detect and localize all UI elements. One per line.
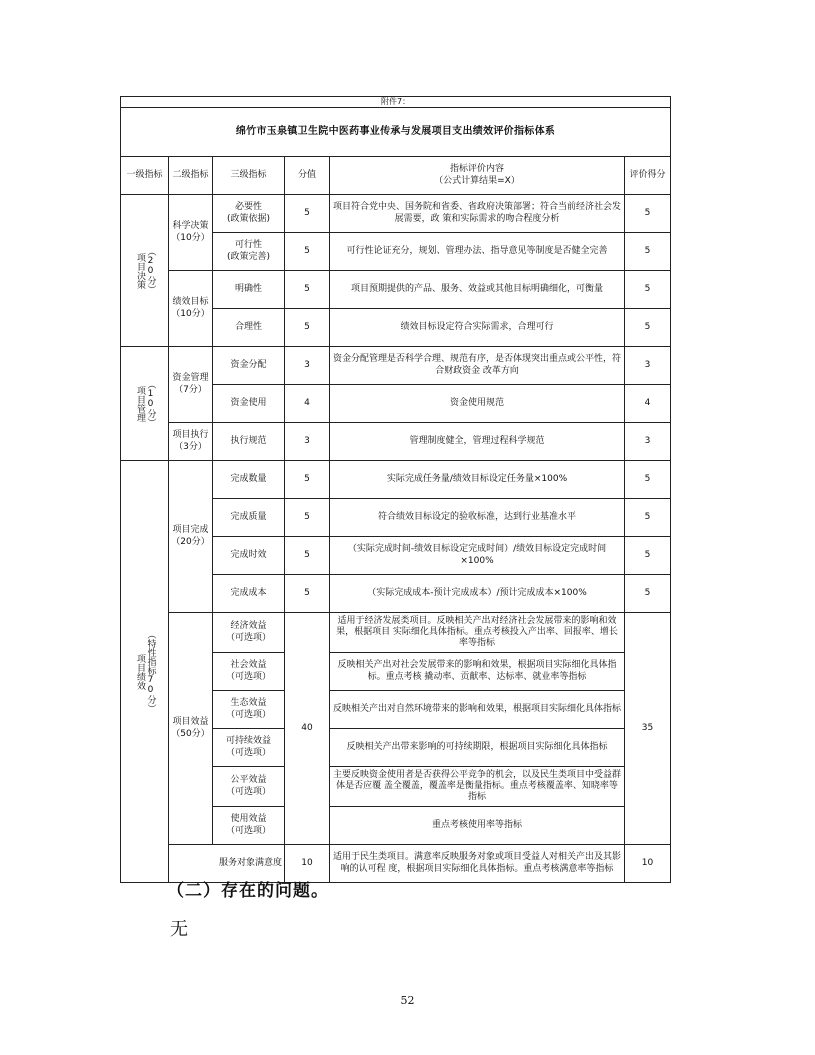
result-cell: 5 (625, 309, 671, 347)
level3-name: 生态效益 (230, 698, 267, 709)
level3-cell (213, 233, 285, 271)
content-cell: 项目符合党中央、国务院和省委、省政府决策部署；符合当前经济社会发展需要，政 策和实际需求的吻合程度分析 (330, 195, 625, 233)
result-cell: 5 (625, 271, 671, 309)
benefit-total-result: 35 (625, 613, 671, 845)
score-cell: 4 (285, 385, 330, 423)
level2-project-completion (169, 461, 213, 613)
level2-name: 项目执行 (172, 430, 209, 441)
result-cell: 4 (625, 385, 671, 423)
section-heading: （二）存在的问题。 (167, 881, 329, 901)
header-level3: 三级指标 (213, 157, 285, 195)
table-row (121, 347, 671, 385)
level2-name: 项目完成 (172, 525, 209, 536)
result-cell: 10 (625, 845, 671, 883)
level3-name: 必要性 (234, 202, 262, 213)
header-content-main: 指标评价内容 (449, 164, 504, 175)
level1-management (121, 347, 169, 461)
result-cell: 5 (625, 537, 671, 575)
header-row (121, 157, 671, 195)
table-row (121, 423, 671, 461)
result-cell: 3 (625, 423, 671, 461)
level3-cell (213, 767, 285, 807)
level3-sub: （可选项） (225, 825, 271, 836)
result-cell: 5 (625, 233, 671, 271)
level3-cell (213, 653, 285, 691)
table-row (121, 195, 671, 233)
level3-cell: 完成质量 (213, 499, 285, 537)
result-cell: 5 (625, 499, 671, 537)
level3-name: 经济效益 (230, 621, 267, 632)
result-cell: 5 (625, 575, 671, 613)
level2-score: （10分） (171, 232, 210, 243)
table-row (121, 613, 671, 653)
level3-cell: 完成时效 (213, 537, 285, 575)
score-cell: 5 (285, 233, 330, 271)
content-cell: 适用于经济发展类项目。反映相关产出对经济社会发展带来的影响和效果，根据项目 实际细化具体指标。重点考核投入产出率、回报率、增长率等指标 (330, 613, 625, 653)
result-cell: 5 (625, 195, 671, 233)
benefit-total-score: 40 (285, 613, 330, 845)
level3-sub: （可选项） (225, 632, 271, 643)
level3-sub: （可选项） (225, 671, 271, 682)
level3-cell: 执行规范 (213, 423, 285, 461)
score-cell: 3 (285, 347, 330, 385)
content-cell: 反映相关产出对自然环境带来的影响和效果，根据项目实际细化具体指标 (330, 691, 625, 729)
level2-score: （7分） (174, 384, 207, 395)
level2-name: 绩效目标 (172, 297, 209, 308)
attachment-label: 附件7： (121, 97, 671, 108)
level1-performance-name: 项目绩效 (135, 653, 145, 690)
level3-cell: 合理性 (213, 309, 285, 347)
result-cell: 5 (625, 461, 671, 499)
level1-decision-score: （20分） (145, 247, 156, 294)
level3-cell (213, 195, 285, 233)
content-cell: 反映相关产出带来影响的可持续期限，根据项目实际细化具体指标 (330, 729, 625, 767)
level2-fund-management (169, 347, 213, 423)
score-cell: 10 (285, 845, 330, 883)
level3-sub: （可选项） (225, 709, 271, 720)
score-cell: 5 (285, 461, 330, 499)
level3-cell: 明确性 (213, 271, 285, 309)
level3-name: 使用效益 (230, 814, 267, 825)
content-cell: 重点考核使用率等指标 (330, 807, 625, 845)
level2-project-execution (169, 423, 213, 461)
level2-score: （20分） (171, 536, 210, 547)
header-content (330, 157, 625, 195)
content-cell: 主要反映资金使用者是否获得公平竞争的机会，以及民生类项目中受益群体是否应覆 盖全覆盖，覆盖率是衡量指标。重点考核覆盖率、知晓率等指标 (330, 767, 625, 807)
content-cell: 项目预期提供的产品、服务、效益或其他目标明确细化，可衡量 (330, 271, 625, 309)
level3-satisfaction: 服务对象满意度 (169, 845, 285, 883)
page-number: 52 (400, 994, 415, 1007)
evaluation-indicator-table (120, 96, 671, 883)
score-cell: 3 (285, 423, 330, 461)
level3-cell (213, 807, 285, 845)
level1-management-name: 项目管理 (135, 385, 145, 422)
table-title: 绵竹市玉泉镇卫生院中医药事业传承与发展项目支出绩效评价指标体系 (121, 108, 671, 157)
header-content-sub: （公式计算结果=X） (434, 175, 520, 186)
content-cell: 实际完成任务量/绩效目标设定任务量×100% (330, 461, 625, 499)
score-cell: 5 (285, 195, 330, 233)
level2-project-benefit (169, 613, 213, 845)
level2-score: （50分） (171, 728, 210, 739)
content-cell: 适用于民生类项目。满意率反映服务对象或项目受益人对相关产出及其影响的认可程 度，根据项目实际细化具体指标。重点考核满意率等指标 (330, 845, 625, 883)
level3-sub: （可选项） (225, 786, 271, 797)
level3-sub: (政策完善) (226, 251, 271, 262)
result-cell: 3 (625, 347, 671, 385)
level3-name: 可持续效益 (225, 736, 271, 747)
header-level2: 二级指标 (169, 157, 213, 195)
content-cell: （实际完成成本-预计完成成本）/预计完成成本×100% (330, 575, 625, 613)
table-row (121, 461, 671, 499)
score-cell: 5 (285, 499, 330, 537)
level2-name: 资金管理 (172, 373, 209, 384)
section-body: 无 (170, 919, 188, 940)
content-cell: 符合绩效目标设定的验收标准，达到行业基准水平 (330, 499, 625, 537)
level3-cell (213, 613, 285, 653)
level3-name: 可行性 (234, 240, 262, 251)
level3-cell (213, 729, 285, 767)
table-row (121, 271, 671, 309)
level3-sub: （可选项） (225, 747, 271, 758)
content-cell: 反映相关产出对社会发展带来的影响和效果，根据项目实际细化具体指标。重点考核 撬动率、贡献率、达标率、就业率等指标 (330, 653, 625, 691)
header-level1: 一级指标 (121, 157, 169, 195)
content-cell: （实际完成时间-绩效目标设定完成时间）/绩效目标设定完成时间×100% (330, 537, 625, 575)
score-cell: 5 (285, 309, 330, 347)
content-cell: 可行性论证充分，规划、管理办法、指导意见等制度是否健全完善 (330, 233, 625, 271)
content-cell: 资金使用规范 (330, 385, 625, 423)
level1-decision (121, 195, 169, 347)
level3-cell: 完成成本 (213, 575, 285, 613)
level3-name: 社会效益 (230, 660, 267, 671)
score-cell: 5 (285, 271, 330, 309)
header-score: 分值 (285, 157, 330, 195)
level2-score: （3分） (174, 441, 207, 452)
level1-decision-name: 项目决策 (135, 252, 145, 289)
level1-management-score: （10分） (145, 380, 156, 427)
level3-cell: 完成数量 (213, 461, 285, 499)
level3-sub: (政策依据) (226, 213, 271, 224)
content-cell: 管理制度健全，管理过程科学规范 (330, 423, 625, 461)
content-cell: 资金分配管理是否科学合理、规范有序，是否体现突出重点或公平性，符合财政资金 改革方向 (330, 347, 625, 385)
level2-scientific-decision (169, 195, 213, 271)
level3-cell: 资金使用 (213, 385, 285, 423)
score-cell: 5 (285, 575, 330, 613)
level1-performance-score: （特性指标70分） (145, 630, 156, 713)
level3-cell: 资金分配 (213, 347, 285, 385)
content-cell: 绩效目标设定符合实际需求，合理可行 (330, 309, 625, 347)
level3-name: 公平效益 (230, 775, 267, 786)
level2-score: （10分） (171, 308, 210, 319)
header-result: 评价得分 (625, 157, 671, 195)
level3-cell (213, 691, 285, 729)
score-cell: 5 (285, 537, 330, 575)
level2-name: 项目效益 (172, 717, 209, 728)
level2-performance-target (169, 271, 213, 347)
level2-name: 科学决策 (172, 221, 209, 232)
level1-performance (121, 461, 169, 883)
